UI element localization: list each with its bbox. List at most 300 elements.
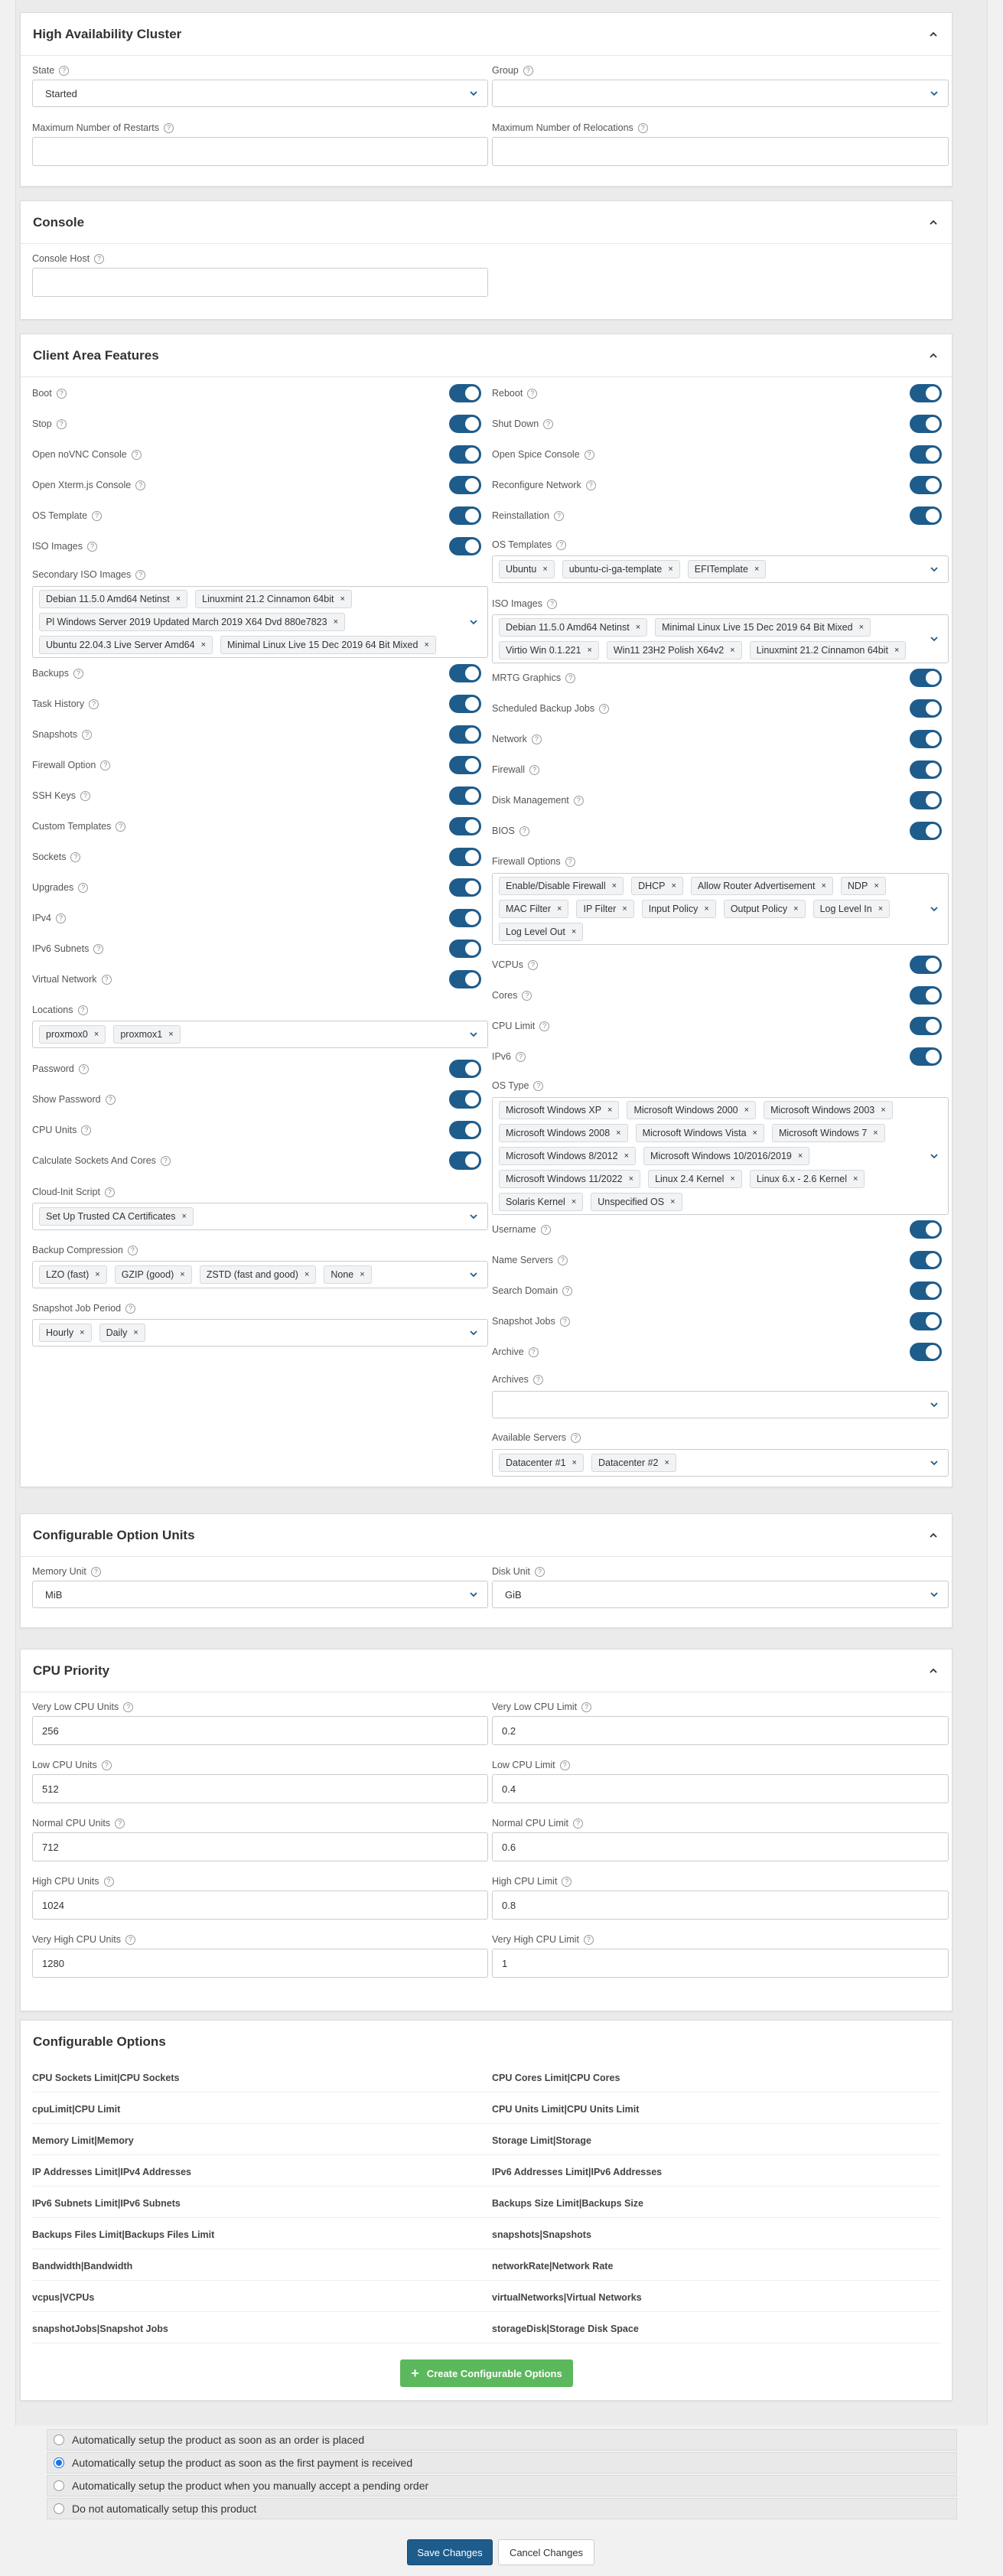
label-text: Archive [492, 1347, 524, 1357]
help-icon[interactable]: ? [125, 1304, 135, 1314]
configurable-options-panel-header[interactable] [21, 2021, 952, 2063]
option-name: Memory Limit|Memory [32, 2135, 134, 2146]
remove-tag-icon[interactable]: × [730, 1174, 735, 1184]
help-icon[interactable]: ? [57, 389, 67, 399]
remove-tag-icon[interactable]: × [557, 904, 562, 913]
label-text: Disk Unit [492, 1566, 531, 1577]
left-feature-toggle[interactable] [449, 506, 481, 525]
chevron-down-icon[interactable] [930, 89, 939, 100]
chevron-down-icon[interactable] [469, 1212, 478, 1223]
disk-unit-select[interactable] [492, 1581, 949, 1608]
tag-item [764, 1101, 893, 1119]
remove-tag-icon[interactable]: × [616, 1128, 621, 1138]
remove-tag-icon[interactable]: × [852, 1174, 858, 1184]
left-feature3-toggle[interactable] [449, 1090, 481, 1109]
left-feature-label [32, 388, 67, 399]
right-feature2-toggle[interactable] [910, 730, 942, 748]
right-feature3-label [492, 1051, 526, 1062]
remove-tag-icon[interactable]: × [333, 617, 339, 627]
remove-tag-icon[interactable]: × [752, 1128, 757, 1138]
cpu-units-input[interactable] [32, 1949, 488, 1978]
ha-panel-header[interactable] [21, 13, 952, 56]
units-panel-header[interactable] [21, 1514, 952, 1557]
help-icon[interactable]: ? [59, 66, 69, 76]
right-feature3-toggle[interactable] [910, 1047, 942, 1066]
help-icon[interactable]: ? [560, 1760, 570, 1770]
help-icon[interactable]: ? [89, 699, 99, 709]
help-icon[interactable]: ? [94, 254, 104, 264]
left-feature2-toggle[interactable] [449, 817, 481, 835]
chevron-down-icon[interactable] [930, 904, 939, 916]
remove-tag-icon[interactable]: × [80, 1328, 85, 1337]
remove-tag-icon[interactable]: × [858, 623, 864, 632]
remove-tag-icon[interactable]: × [873, 1128, 878, 1138]
help-icon[interactable]: ? [585, 450, 594, 460]
label-text: Console Host [32, 253, 90, 264]
tag-label: Linuxmint 21.2 Cinnamon 64bit [756, 645, 888, 656]
help-icon[interactable]: ? [533, 1375, 543, 1385]
right-feature-toggle[interactable] [910, 384, 942, 402]
tag-label: IP Filter [583, 904, 617, 914]
remove-tag-icon[interactable]: × [587, 646, 592, 655]
help-icon[interactable]: ? [581, 1702, 591, 1712]
chevron-down-icon[interactable] [469, 1590, 478, 1601]
cpu-units-input[interactable] [32, 1890, 488, 1920]
tag-item [642, 900, 716, 918]
label-text: Archives [492, 1374, 529, 1385]
option-name: storageDisk|Storage Disk Space [492, 2324, 639, 2334]
cpu-units-label [32, 1818, 125, 1829]
chevron-down-icon[interactable] [469, 89, 478, 100]
left-feature-toggle[interactable] [449, 537, 481, 555]
help-icon[interactable]: ? [81, 1125, 91, 1135]
label-text: High CPU Limit [492, 1876, 558, 1887]
help-icon[interactable]: ? [571, 1433, 581, 1443]
remove-tag-icon[interactable]: × [878, 904, 884, 913]
backup-compression-select[interactable] [32, 1261, 488, 1288]
right-feature-toggle[interactable] [910, 445, 942, 464]
option-label: Do not automatically setup this product [72, 2503, 257, 2515]
right-feature2-toggle[interactable] [910, 822, 942, 840]
iso-images-select[interactable] [492, 614, 949, 663]
right-feature4-toggle[interactable] [910, 1251, 942, 1269]
right-feature4-toggle[interactable] [910, 1343, 942, 1361]
tag-item [591, 1193, 682, 1211]
help-icon[interactable]: ? [532, 734, 542, 744]
remove-tag-icon[interactable]: × [360, 1270, 365, 1279]
remove-tag-icon[interactable]: × [181, 1212, 187, 1221]
chevron-down-icon[interactable] [930, 1590, 939, 1601]
help-icon[interactable]: ? [523, 66, 533, 76]
remove-tag-icon[interactable]: × [611, 881, 617, 891]
setup-option[interactable] [47, 2498, 957, 2519]
os-type-select[interactable] [492, 1097, 949, 1215]
tag-item [576, 900, 633, 918]
label-text: Snapshot Jobs [492, 1316, 555, 1327]
chevron-up-icon[interactable] [927, 217, 939, 229]
left-feature3-toggle[interactable] [449, 1151, 481, 1170]
help-icon[interactable]: ? [56, 913, 66, 923]
right-feature3-toggle[interactable] [910, 1017, 942, 1035]
chevron-down-icon[interactable] [930, 1151, 939, 1163]
remove-tag-icon[interactable]: × [628, 1174, 634, 1184]
remove-tag-icon[interactable]: × [175, 594, 181, 604]
tag-item [841, 877, 886, 895]
label-text: CPU Limit [492, 1021, 536, 1031]
tag-label: Linuxmint 21.2 Cinnamon 64bit [202, 594, 334, 604]
remove-tag-icon[interactable]: × [622, 904, 627, 913]
chevron-down-icon[interactable] [930, 1400, 939, 1412]
left-feature-toggle[interactable] [449, 384, 481, 402]
help-icon[interactable]: ? [527, 389, 537, 399]
os-templates-select[interactable] [492, 555, 949, 583]
chevron-down-icon[interactable] [469, 1270, 478, 1281]
label-text: Maximum Number of Restarts [32, 122, 160, 133]
help-icon[interactable]: ? [574, 796, 584, 806]
setup-option[interactable] [47, 2452, 957, 2473]
right-feature3-toggle[interactable] [910, 956, 942, 974]
cpu-limit-input[interactable] [492, 1716, 949, 1745]
group-select[interactable] [492, 80, 949, 107]
chevron-down-icon[interactable] [930, 565, 939, 576]
right-feature4-toggle[interactable] [910, 1281, 942, 1300]
help-icon[interactable]: ? [115, 1819, 125, 1829]
help-icon[interactable]: ? [82, 730, 92, 740]
help-icon[interactable]: ? [92, 511, 102, 521]
remove-tag-icon[interactable]: × [894, 646, 900, 655]
tag-item [39, 1265, 107, 1284]
left-feature2-toggle[interactable] [449, 940, 481, 958]
chevron-up-icon[interactable] [927, 350, 939, 362]
remove-tag-icon[interactable]: × [180, 1270, 185, 1279]
tag-label: Solaris Kernel [506, 1197, 565, 1207]
tag-label: NDP [847, 881, 868, 891]
tag-list [39, 1207, 194, 1226]
right-feature-label [492, 510, 564, 521]
help-icon[interactable]: ? [116, 822, 125, 832]
help-icon[interactable]: ? [519, 826, 529, 836]
remove-tag-icon[interactable]: × [607, 1106, 613, 1115]
help-icon[interactable]: ? [599, 704, 609, 714]
help-icon[interactable]: ? [80, 791, 90, 801]
client-area-panel [20, 334, 953, 1487]
left-feature-label [32, 449, 142, 460]
left-feature3-toggle[interactable] [449, 1060, 481, 1078]
left-feature2-toggle[interactable] [449, 786, 481, 805]
remove-tag-icon[interactable]: × [874, 881, 879, 891]
help-icon[interactable]: ? [565, 673, 575, 683]
remove-tag-icon[interactable]: × [340, 594, 345, 604]
input-value: 712 [42, 1841, 59, 1853]
cpu-units-input[interactable] [32, 1832, 488, 1861]
chevron-up-icon[interactable] [927, 1665, 939, 1677]
help-icon[interactable]: ? [106, 1095, 116, 1105]
help-icon[interactable]: ? [100, 760, 110, 770]
option-name: Storage Limit|Storage [492, 2135, 591, 2146]
left-feature2-toggle[interactable] [449, 878, 481, 897]
tag-label: Datacenter #2 [598, 1457, 659, 1468]
help-icon[interactable]: ? [516, 1052, 526, 1062]
label-text: Firewall [492, 764, 526, 775]
console-panel-header[interactable] [21, 201, 952, 244]
right-feature2-toggle[interactable] [910, 791, 942, 809]
remove-tag-icon[interactable]: × [664, 1458, 669, 1467]
remove-tag-icon[interactable]: × [624, 1151, 630, 1161]
radio-button[interactable] [54, 2480, 64, 2491]
help-icon[interactable]: ? [529, 765, 539, 775]
help-icon[interactable]: ? [638, 123, 648, 133]
tag-label: Pl Windows Server 2019 Updated March 2019 X64 Dvd 880e7823 [46, 617, 327, 627]
label-text: Snapshot Job Period [32, 1303, 122, 1314]
help-icon[interactable]: ? [105, 1187, 115, 1197]
left-feature3-label [32, 1094, 116, 1105]
remove-tag-icon[interactable]: × [542, 565, 548, 574]
help-icon[interactable]: ? [132, 450, 142, 460]
tag-item [750, 1170, 865, 1188]
remove-tag-icon[interactable]: × [95, 1270, 100, 1279]
state-select[interactable] [32, 80, 488, 107]
help-icon[interactable]: ? [547, 599, 557, 609]
left-feature2-toggle[interactable] [449, 970, 481, 988]
firewall-options-select[interactable] [492, 873, 949, 945]
tag-label: Log Level Out [506, 927, 565, 937]
help-icon[interactable]: ? [79, 1064, 89, 1074]
label-text: Name Servers [492, 1255, 553, 1265]
help-icon[interactable]: ? [565, 857, 575, 867]
tag-item [636, 1124, 764, 1142]
label-text: CPU Units [32, 1125, 77, 1135]
right-feature-toggle[interactable] [910, 415, 942, 433]
label-text: Username [492, 1224, 536, 1235]
cpu-limit-input[interactable] [492, 1832, 949, 1861]
label-text: Normal CPU Limit [492, 1818, 569, 1829]
remove-tag-icon[interactable]: × [797, 1151, 803, 1161]
max-restarts-input[interactable] [32, 137, 488, 166]
chevron-down-icon[interactable] [930, 1458, 939, 1470]
remove-tag-icon[interactable]: × [821, 881, 826, 891]
button-label: Save Changes [417, 2546, 483, 2558]
right-feature2-toggle[interactable] [910, 699, 942, 718]
remove-tag-icon[interactable]: × [200, 640, 207, 650]
tag-label: Minimal Linux Live 15 Dec 2019 64 Bit Mixed [227, 640, 418, 650]
help-icon[interactable]: ? [560, 1317, 570, 1327]
right-feature2-toggle[interactable] [910, 669, 942, 687]
remove-tag-icon[interactable]: × [744, 1106, 750, 1115]
help-icon[interactable]: ? [93, 944, 103, 954]
help-icon[interactable]: ? [541, 1225, 551, 1235]
remove-tag-icon[interactable]: × [424, 640, 429, 650]
help-icon[interactable]: ? [87, 542, 97, 552]
chevron-down-icon[interactable] [469, 1328, 478, 1340]
chevron-up-icon[interactable] [927, 1529, 939, 1542]
help-icon[interactable]: ? [584, 1935, 594, 1945]
console-host-label [32, 253, 104, 264]
tag-item [655, 618, 871, 637]
right-feature-toggle[interactable] [910, 506, 942, 525]
help-icon[interactable]: ? [78, 1005, 88, 1015]
remove-tag-icon[interactable]: × [671, 881, 676, 891]
tag-item [643, 1147, 809, 1165]
help-icon[interactable]: ? [78, 883, 88, 893]
cpu-panel-header[interactable] [21, 1649, 952, 1692]
cpu-limit-label [492, 1702, 591, 1712]
cpu-units-label [32, 1760, 112, 1770]
help-icon[interactable]: ? [57, 419, 67, 429]
snapshot-period-select[interactable] [32, 1319, 488, 1347]
remove-tag-icon[interactable]: × [704, 904, 709, 913]
right-feature4-label [492, 1224, 551, 1235]
button-label: Create Configurable Options [426, 2367, 562, 2379]
input-value: 1024 [42, 1899, 64, 1911]
help-icon[interactable]: ? [539, 1021, 549, 1031]
remove-tag-icon[interactable]: × [668, 565, 673, 574]
chevron-up-icon[interactable] [927, 28, 939, 41]
help-icon[interactable]: ? [528, 960, 538, 970]
help-icon[interactable]: ? [128, 1246, 138, 1255]
left-feature-toggle[interactable] [449, 445, 481, 464]
help-icon[interactable]: ? [73, 669, 83, 679]
left-feature2-label [32, 974, 112, 985]
chevron-down-icon[interactable] [469, 617, 478, 629]
help-icon[interactable]: ? [161, 1156, 171, 1166]
remove-tag-icon[interactable]: × [670, 1197, 676, 1207]
help-icon[interactable]: ? [70, 852, 80, 862]
setup-option[interactable] [47, 2429, 957, 2451]
remove-tag-icon[interactable]: × [572, 1458, 577, 1467]
radio-button[interactable] [54, 2503, 64, 2514]
cpu-limit-input[interactable] [492, 1949, 949, 1978]
chevron-down-icon[interactable] [930, 634, 939, 646]
archives-select[interactable] [492, 1391, 949, 1418]
left-feature2-toggle[interactable] [449, 848, 481, 866]
label-text: Cloud-Init Script [32, 1187, 100, 1197]
help-icon[interactable]: ? [535, 1567, 545, 1577]
cloud-init-label [32, 1187, 115, 1197]
tag-label: MAC Filter [506, 904, 552, 914]
help-icon[interactable]: ? [102, 1760, 112, 1770]
cpu-limit-input[interactable] [492, 1774, 949, 1803]
cpu-units-input[interactable] [32, 1774, 488, 1803]
save-button[interactable] [407, 2539, 493, 2565]
remove-tag-icon[interactable]: × [730, 646, 735, 655]
create-options-button[interactable] [400, 2359, 573, 2387]
right-feature2-toggle[interactable] [910, 760, 942, 779]
cpu-limit-input[interactable] [492, 1890, 949, 1920]
left-feature2-label [32, 668, 83, 679]
max-relocations-input[interactable] [492, 137, 949, 166]
left-feature2-toggle[interactable] [449, 909, 481, 927]
setup-option[interactable] [47, 2475, 957, 2496]
right-feature3-label [492, 990, 532, 1001]
cpu-units-label [32, 1702, 133, 1712]
help-icon[interactable]: ? [562, 1877, 572, 1887]
help-icon[interactable]: ? [562, 1286, 572, 1296]
tag-item [195, 590, 352, 608]
memory-unit-select[interactable] [32, 1581, 488, 1608]
right-feature3-toggle[interactable] [910, 986, 942, 1005]
label-text: SSH Keys [32, 790, 76, 801]
remove-tag-icon[interactable]: × [133, 1328, 138, 1337]
help-icon[interactable]: ? [125, 1935, 135, 1945]
help-icon[interactable]: ? [164, 123, 174, 133]
radio-button[interactable] [54, 2434, 64, 2445]
remove-tag-icon[interactable]: × [571, 1197, 577, 1207]
help-icon[interactable]: ? [135, 480, 145, 490]
select-value: GiB [505, 1588, 522, 1601]
max-restarts-label [32, 122, 174, 133]
locations-select[interactable] [32, 1021, 488, 1048]
label-text: Memory Unit [32, 1566, 86, 1577]
help-icon[interactable]: ? [543, 419, 553, 429]
help-icon[interactable]: ? [91, 1567, 101, 1577]
disk-unit-label [492, 1566, 545, 1577]
label-text: OS Templates [492, 539, 552, 550]
input-value: 0.6 [502, 1841, 516, 1853]
help-icon[interactable]: ? [573, 1819, 583, 1829]
help-icon[interactable]: ? [533, 1081, 543, 1091]
select-value: MiB [45, 1588, 63, 1601]
help-icon[interactable]: ? [135, 570, 145, 580]
help-icon[interactable]: ? [554, 511, 564, 521]
left-feature2-toggle[interactable] [449, 756, 481, 774]
left-feature2-toggle[interactable] [449, 725, 481, 744]
remove-tag-icon[interactable]: × [168, 1030, 174, 1039]
remove-tag-icon[interactable]: × [304, 1270, 310, 1279]
help-icon[interactable]: ? [522, 991, 532, 1001]
console-host-input[interactable] [32, 268, 488, 297]
left-feature2-toggle[interactable] [449, 695, 481, 713]
help-icon[interactable]: ? [102, 975, 112, 985]
servers-select[interactable] [492, 1449, 949, 1477]
cloud-init-select[interactable] [32, 1203, 488, 1230]
left-feature-toggle[interactable] [449, 415, 481, 433]
help-icon[interactable]: ? [529, 1347, 539, 1357]
firewall-options-label [492, 856, 575, 867]
radio-button[interactable] [54, 2457, 64, 2468]
remove-tag-icon[interactable]: × [754, 565, 760, 574]
help-icon[interactable]: ? [104, 1877, 114, 1887]
cancel-button[interactable] [498, 2539, 594, 2565]
cpu-units-input[interactable] [32, 1716, 488, 1745]
right-feature4-toggle[interactable] [910, 1220, 942, 1239]
help-icon[interactable]: ? [558, 1255, 568, 1265]
right-feature-toggle[interactable] [910, 476, 942, 494]
tag-label: ZSTD (fast and good) [206, 1269, 298, 1280]
left-feature2-toggle[interactable] [449, 664, 481, 682]
option-name: CPU Units Limit|CPU Units Limit [492, 2104, 640, 2115]
client-area-panel-header[interactable] [21, 334, 952, 377]
secondary-iso-select[interactable] [32, 586, 488, 658]
tag-item [813, 900, 891, 918]
right-feature-label [492, 388, 537, 399]
left-feature2-label [32, 729, 92, 740]
left-feature3-toggle[interactable] [449, 1121, 481, 1139]
remove-tag-icon[interactable]: × [93, 1030, 99, 1039]
archives-label [492, 1374, 543, 1385]
tag-label: Enable/Disable Firewall [506, 881, 606, 891]
chevron-down-icon[interactable] [469, 1030, 478, 1041]
help-icon[interactable]: ? [123, 1702, 133, 1712]
right-feature4-toggle[interactable] [910, 1312, 942, 1330]
remove-tag-icon[interactable]: × [635, 623, 641, 632]
left-feature3-label [32, 1063, 89, 1074]
left-feature-toggle[interactable] [449, 476, 481, 494]
remove-tag-icon[interactable]: × [571, 927, 577, 936]
remove-tag-icon[interactable]: × [793, 904, 799, 913]
help-icon[interactable]: ? [586, 480, 596, 490]
help-icon[interactable]: ? [556, 540, 566, 550]
remove-tag-icon[interactable]: × [881, 1106, 886, 1115]
